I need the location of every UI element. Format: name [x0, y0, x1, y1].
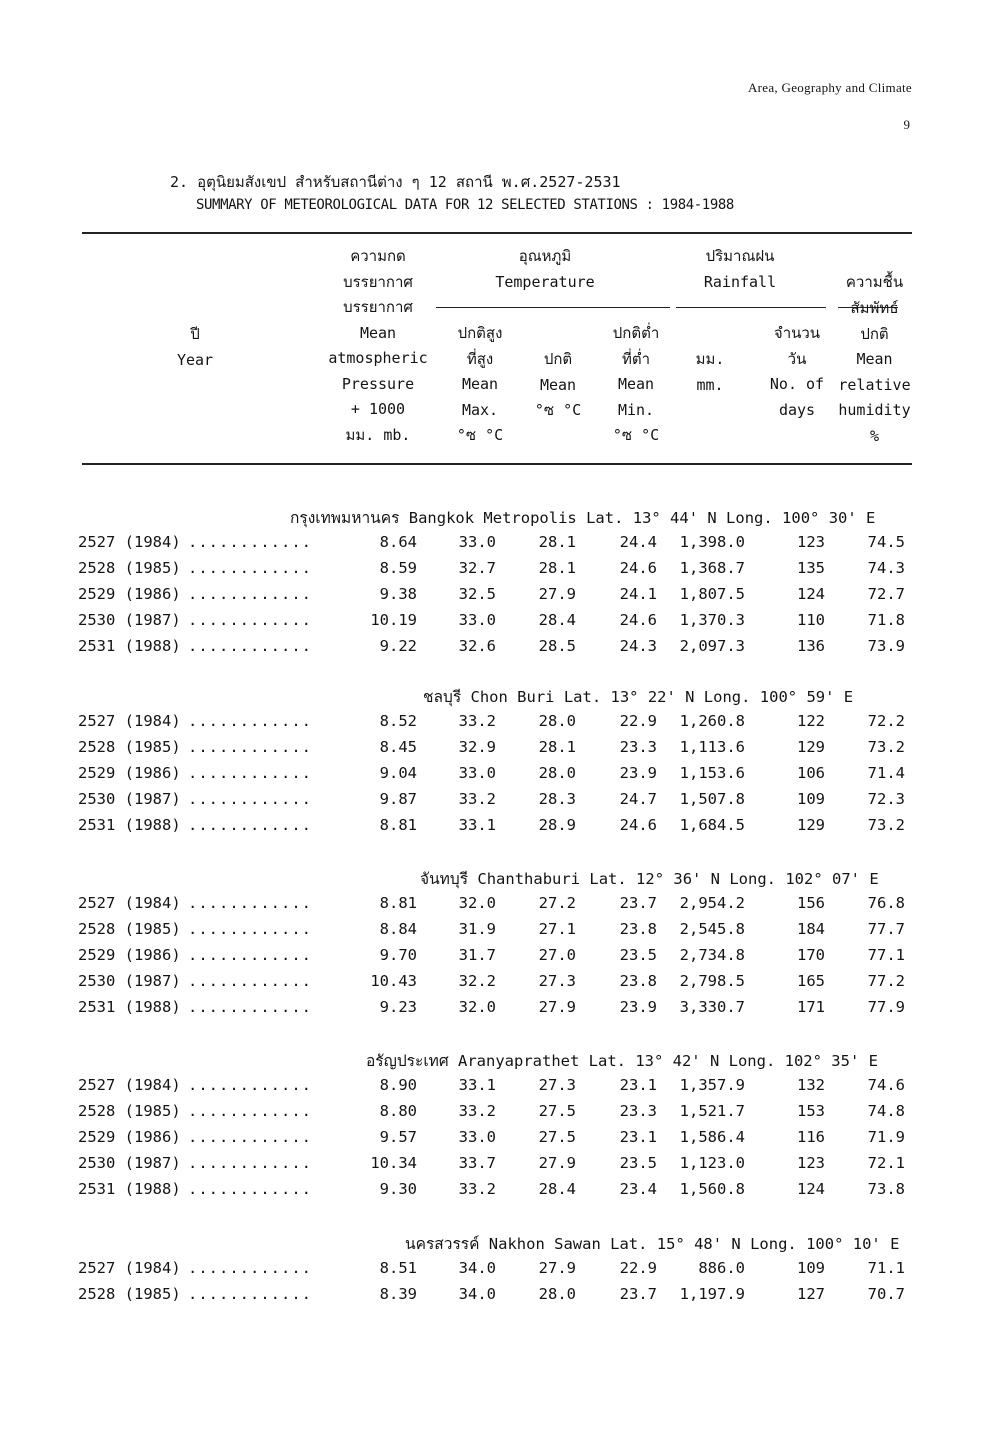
- cell-hum: 74.5: [867, 533, 905, 551]
- station-heading: กรุงเทพมหานคร Bangkok Metropolis Lat. 13° 44' N Long. 100° 30' E: [290, 509, 876, 527]
- cell-pressure: 9.30: [379, 1180, 417, 1198]
- cell-year: 2530 (1987): [78, 790, 181, 808]
- cell-mm: 1,197.9: [679, 1285, 745, 1303]
- cell-min: 24.7: [619, 790, 657, 808]
- cell-min: 24.1: [619, 585, 657, 603]
- cell-max: 33.0: [458, 1128, 496, 1146]
- cell-days: 122: [797, 712, 825, 730]
- cell-days: 165: [797, 972, 825, 990]
- cell-mean: 27.5: [538, 1128, 576, 1146]
- table-row: [0, 637, 990, 663]
- cell-days: 129: [797, 738, 825, 756]
- cell-mm: 1,684.5: [679, 816, 745, 834]
- cell-mm: 1,123.0: [679, 1154, 745, 1172]
- table-row: [0, 920, 990, 946]
- cell-hum: 76.8: [867, 894, 905, 912]
- table-row: [0, 559, 990, 585]
- cell-year: 2529 (1986): [78, 1128, 181, 1146]
- cell-max: 32.7: [458, 559, 496, 577]
- cell-hum: 72.2: [867, 712, 905, 730]
- cell-mm: 2,545.8: [679, 920, 745, 938]
- cell-min: 24.4: [619, 533, 657, 551]
- cell-max: 32.9: [458, 738, 496, 756]
- header-mean-min: ปกติต่ำ ที่ต่ำ Mean Min. °ซ °C: [612, 324, 660, 444]
- cell-dots: ............: [188, 920, 312, 938]
- cell-min: 23.1: [619, 1076, 657, 1094]
- cell-mm: 1,507.8: [679, 790, 745, 808]
- cell-hum: 77.9: [867, 998, 905, 1016]
- cell-pressure: 8.45: [379, 738, 417, 756]
- cell-pressure: 9.04: [379, 764, 417, 782]
- cell-mm: 1,370.3: [679, 611, 745, 629]
- cell-year: 2527 (1984): [78, 1076, 181, 1094]
- cell-hum: 73.2: [867, 738, 905, 756]
- table-row: [0, 1285, 990, 1311]
- header-days: จำนวน วัน No. of days: [769, 324, 825, 419]
- cell-year: 2529 (1986): [78, 946, 181, 964]
- cell-min: 23.8: [619, 920, 657, 938]
- cell-days: 124: [797, 585, 825, 603]
- cell-days: 132: [797, 1076, 825, 1094]
- cell-dots: ............: [188, 894, 312, 912]
- cell-days: 156: [797, 894, 825, 912]
- cell-mean: 28.4: [538, 611, 576, 629]
- cell-mm: 1,521.7: [679, 1102, 745, 1120]
- table-row: [0, 894, 990, 920]
- cell-mm: 2,734.8: [679, 946, 745, 964]
- cell-mm: 2,097.3: [679, 637, 745, 655]
- cell-year: 2530 (1987): [78, 972, 181, 990]
- cell-mean: 28.9: [538, 816, 576, 834]
- cell-dots: ............: [188, 611, 312, 629]
- cell-mean: 27.9: [538, 1259, 576, 1277]
- cell-max: 32.2: [458, 972, 496, 990]
- cell-days: 109: [797, 1259, 825, 1277]
- cell-pressure: 8.39: [379, 1285, 417, 1303]
- table-row: [0, 1154, 990, 1180]
- cell-hum: 74.8: [867, 1102, 905, 1120]
- cell-hum: 74.6: [867, 1076, 905, 1094]
- cell-mm: 1,113.6: [679, 738, 745, 756]
- cell-days: 129: [797, 816, 825, 834]
- cell-dots: ............: [188, 946, 312, 964]
- cell-min: 23.9: [619, 998, 657, 1016]
- cell-max: 31.7: [458, 946, 496, 964]
- cell-pressure: 8.51: [379, 1259, 417, 1277]
- rainfall-rule: [676, 307, 826, 308]
- cell-dots: ............: [188, 1102, 312, 1120]
- cell-dots: ............: [188, 790, 312, 808]
- cell-mean: 28.0: [538, 712, 576, 730]
- station-heading: อรัญประเทศ Aranyaprathet Lat. 13° 42' N Long. 102° 35' E: [366, 1052, 878, 1070]
- cell-days: 153: [797, 1102, 825, 1120]
- header-mean-max: ปกติสูง ที่สูง Mean Max. °ซ °C: [456, 324, 504, 444]
- cell-hum: 71.1: [867, 1259, 905, 1277]
- header-humidity: สัมพัทธ์ ปกติ Mean relative humidity %: [838, 299, 911, 445]
- temperature-rule: [436, 307, 670, 308]
- cell-hum: 77.1: [867, 946, 905, 964]
- header-temperature: อุณหภูมิ Temperature: [495, 247, 595, 291]
- cell-max: 33.0: [458, 611, 496, 629]
- table-row: [0, 1076, 990, 1102]
- cell-hum: 73.2: [867, 816, 905, 834]
- cell-mean: 27.5: [538, 1102, 576, 1120]
- cell-max: 33.2: [458, 1180, 496, 1198]
- cell-mean: 28.3: [538, 790, 576, 808]
- cell-mean: 28.5: [538, 637, 576, 655]
- cell-max: 33.1: [458, 816, 496, 834]
- cell-year: 2527 (1984): [78, 533, 181, 551]
- cell-days: 123: [797, 1154, 825, 1172]
- cell-pressure: 8.52: [379, 712, 417, 730]
- cell-mean: 27.1: [538, 920, 576, 938]
- header-mean: ปกติ Mean °ซ °C: [534, 350, 582, 419]
- cell-days: 106: [797, 764, 825, 782]
- table-title-english: SUMMARY OF METEOROLOGICAL DATA FOR 12 SELECTED STATIONS : 1984-1988: [196, 197, 734, 213]
- cell-days: 109: [797, 790, 825, 808]
- cell-mean: 28.1: [538, 533, 576, 551]
- cell-max: 32.0: [458, 894, 496, 912]
- table-title-thai: 2. อุตุนิยมสังเขป สำหรับสถานีต่าง ๆ 12 สถานี พ.ศ.2527-2531: [170, 173, 621, 191]
- table-row: [0, 972, 990, 998]
- station-heading: ชลบุรี Chon Buri Lat. 13° 22' N Long. 100° 59' E: [423, 688, 854, 706]
- cell-year: 2531 (1988): [78, 816, 181, 834]
- cell-year: 2530 (1987): [78, 1154, 181, 1172]
- table-row: [0, 738, 990, 764]
- cell-year: 2527 (1984): [78, 894, 181, 912]
- cell-pressure: 9.57: [379, 1128, 417, 1146]
- cell-mean: 28.1: [538, 559, 576, 577]
- cell-pressure: 9.22: [379, 637, 417, 655]
- cell-mm: 3,330.7: [679, 998, 745, 1016]
- cell-days: 127: [797, 1285, 825, 1303]
- cell-hum: 71.9: [867, 1128, 905, 1146]
- table-row: [0, 790, 990, 816]
- cell-days: 135: [797, 559, 825, 577]
- header-bottom-rule: [82, 463, 912, 465]
- cell-min: 23.7: [619, 1285, 657, 1303]
- cell-max: 33.0: [458, 764, 496, 782]
- cell-year: 2528 (1985): [78, 1285, 181, 1303]
- cell-dots: ............: [188, 1180, 312, 1198]
- cell-mm: 1,368.7: [679, 559, 745, 577]
- cell-days: 124: [797, 1180, 825, 1198]
- cell-hum: 71.4: [867, 764, 905, 782]
- cell-pressure: 8.80: [379, 1102, 417, 1120]
- table-row: [0, 1102, 990, 1128]
- cell-days: 184: [797, 920, 825, 938]
- table-row: [0, 533, 990, 559]
- cell-pressure: 10.34: [370, 1154, 417, 1172]
- cell-min: 23.9: [619, 764, 657, 782]
- cell-max: 34.0: [458, 1259, 496, 1277]
- cell-min: 23.1: [619, 1128, 657, 1146]
- station-heading: นครสวรรค์ Nakhon Sawan Lat. 15° 48' N Long. 100° 10' E: [405, 1235, 900, 1253]
- cell-max: 33.2: [458, 790, 496, 808]
- cell-max: 32.6: [458, 637, 496, 655]
- cell-hum: 72.7: [867, 585, 905, 603]
- cell-dots: ............: [188, 972, 312, 990]
- cell-max: 33.2: [458, 712, 496, 730]
- cell-mean: 27.2: [538, 894, 576, 912]
- cell-pressure: 8.90: [379, 1076, 417, 1094]
- cell-hum: 73.8: [867, 1180, 905, 1198]
- cell-hum: 72.1: [867, 1154, 905, 1172]
- cell-max: 33.7: [458, 1154, 496, 1172]
- cell-year: 2528 (1985): [78, 559, 181, 577]
- header-mm: มม. mm.: [695, 350, 725, 394]
- cell-days: 116: [797, 1128, 825, 1146]
- cell-mean: 27.9: [538, 1154, 576, 1172]
- table-row: [0, 585, 990, 611]
- cell-max: 32.5: [458, 585, 496, 603]
- cell-mean: 27.0: [538, 946, 576, 964]
- cell-year: 2527 (1984): [78, 1259, 181, 1277]
- table-row: [0, 998, 990, 1024]
- cell-year: 2527 (1984): [78, 712, 181, 730]
- cell-mean: 27.9: [538, 998, 576, 1016]
- cell-max: 33.0: [458, 533, 496, 551]
- cell-min: 23.4: [619, 1180, 657, 1198]
- table-row: [0, 1259, 990, 1285]
- cell-year: 2529 (1986): [78, 585, 181, 603]
- cell-mean: 27.3: [538, 972, 576, 990]
- table-row: [0, 946, 990, 972]
- cell-mm: 1,560.8: [679, 1180, 745, 1198]
- header-pressure: ความกด บรรยากาศ บรรยากาศ Mean atmospheric Pressure + 1000 มม. mb.: [328, 247, 428, 444]
- cell-mean: 27.9: [538, 585, 576, 603]
- header-year: ปี Year: [176, 325, 214, 369]
- cell-max: 33.1: [458, 1076, 496, 1094]
- cell-min: 24.6: [619, 611, 657, 629]
- cell-days: 123: [797, 533, 825, 551]
- cell-min: 23.5: [619, 946, 657, 964]
- cell-mm: 886.0: [698, 1259, 745, 1277]
- cell-year: 2531 (1988): [78, 998, 181, 1016]
- cell-mean: 28.4: [538, 1180, 576, 1198]
- cell-min: 24.6: [619, 816, 657, 834]
- cell-dots: ............: [188, 998, 312, 1016]
- cell-mm: 1,357.9: [679, 1076, 745, 1094]
- cell-mm: 1,153.6: [679, 764, 745, 782]
- cell-min: 23.3: [619, 738, 657, 756]
- top-rule: [82, 232, 912, 234]
- cell-days: 110: [797, 611, 825, 629]
- cell-dots: ............: [188, 1128, 312, 1146]
- cell-days: 170: [797, 946, 825, 964]
- cell-dots: ............: [188, 1259, 312, 1277]
- cell-max: 31.9: [458, 920, 496, 938]
- cell-mean: 27.3: [538, 1076, 576, 1094]
- table-row: [0, 1128, 990, 1154]
- cell-dots: ............: [188, 585, 312, 603]
- cell-days: 171: [797, 998, 825, 1016]
- cell-dots: ............: [188, 816, 312, 834]
- cell-mm: 1,260.8: [679, 712, 745, 730]
- cell-dots: ............: [188, 1076, 312, 1094]
- cell-dots: ............: [188, 559, 312, 577]
- running-head: Area, Geography and Climate: [747, 80, 912, 95]
- cell-mm: 2,798.5: [679, 972, 745, 990]
- cell-hum: 71.8: [867, 611, 905, 629]
- table-row: [0, 611, 990, 637]
- cell-mean: 28.0: [538, 1285, 576, 1303]
- cell-pressure: 9.87: [379, 790, 417, 808]
- cell-mm: 1,586.4: [679, 1128, 745, 1146]
- cell-year: 2530 (1987): [78, 611, 181, 629]
- cell-hum: 73.9: [867, 637, 905, 655]
- cell-year: 2531 (1988): [78, 637, 181, 655]
- cell-min: 22.9: [619, 1259, 657, 1277]
- cell-pressure: 9.38: [379, 585, 417, 603]
- cell-min: 23.7: [619, 894, 657, 912]
- cell-min: 24.6: [619, 559, 657, 577]
- cell-mean: 28.0: [538, 764, 576, 782]
- cell-mean: 28.1: [538, 738, 576, 756]
- table-row: [0, 712, 990, 738]
- cell-min: 23.3: [619, 1102, 657, 1120]
- cell-hum: 77.7: [867, 920, 905, 938]
- cell-min: 24.3: [619, 637, 657, 655]
- station-heading: จันทบุรี Chanthaburi Lat. 12° 36' N Long. 102° 07' E: [420, 870, 879, 888]
- cell-pressure: 8.81: [379, 894, 417, 912]
- cell-hum: 72.3: [867, 790, 905, 808]
- cell-pressure: 8.81: [379, 816, 417, 834]
- cell-dots: ............: [188, 637, 312, 655]
- cell-year: 2529 (1986): [78, 764, 181, 782]
- table-row: [0, 1180, 990, 1206]
- cell-max: 34.0: [458, 1285, 496, 1303]
- cell-pressure: 8.59: [379, 559, 417, 577]
- cell-min: 23.8: [619, 972, 657, 990]
- cell-min: 23.5: [619, 1154, 657, 1172]
- cell-hum: 77.2: [867, 972, 905, 990]
- cell-mm: 1,398.0: [679, 533, 745, 551]
- cell-hum: 74.3: [867, 559, 905, 577]
- cell-mm: 1,807.5: [679, 585, 745, 603]
- cell-pressure: 10.19: [370, 611, 417, 629]
- cell-max: 33.2: [458, 1102, 496, 1120]
- header-rainfall: ปริมาณฝน Rainfall: [703, 247, 777, 291]
- cell-year: 2531 (1988): [78, 1180, 181, 1198]
- cell-mm: 2,954.2: [679, 894, 745, 912]
- cell-year: 2528 (1985): [78, 920, 181, 938]
- cell-hum: 70.7: [867, 1285, 905, 1303]
- cell-pressure: 9.70: [379, 946, 417, 964]
- cell-min: 22.9: [619, 712, 657, 730]
- cell-pressure: 9.23: [379, 998, 417, 1016]
- cell-dots: ............: [188, 1154, 312, 1172]
- cell-dots: ............: [188, 533, 312, 551]
- cell-pressure: 8.84: [379, 920, 417, 938]
- table-row: [0, 764, 990, 790]
- table-row: [0, 816, 990, 842]
- header-humidity-thai: ความชื้น: [845, 273, 904, 291]
- cell-max: 32.0: [458, 998, 496, 1016]
- cell-dots: ............: [188, 738, 312, 756]
- cell-dots: ............: [188, 764, 312, 782]
- cell-dots: ............: [188, 1285, 312, 1303]
- cell-days: 136: [797, 637, 825, 655]
- cell-dots: ............: [188, 712, 312, 730]
- cell-year: 2528 (1985): [78, 738, 181, 756]
- page-number: 9: [903, 117, 910, 132]
- cell-pressure: 8.64: [379, 533, 417, 551]
- cell-pressure: 10.43: [370, 972, 417, 990]
- cell-year: 2528 (1985): [78, 1102, 181, 1120]
